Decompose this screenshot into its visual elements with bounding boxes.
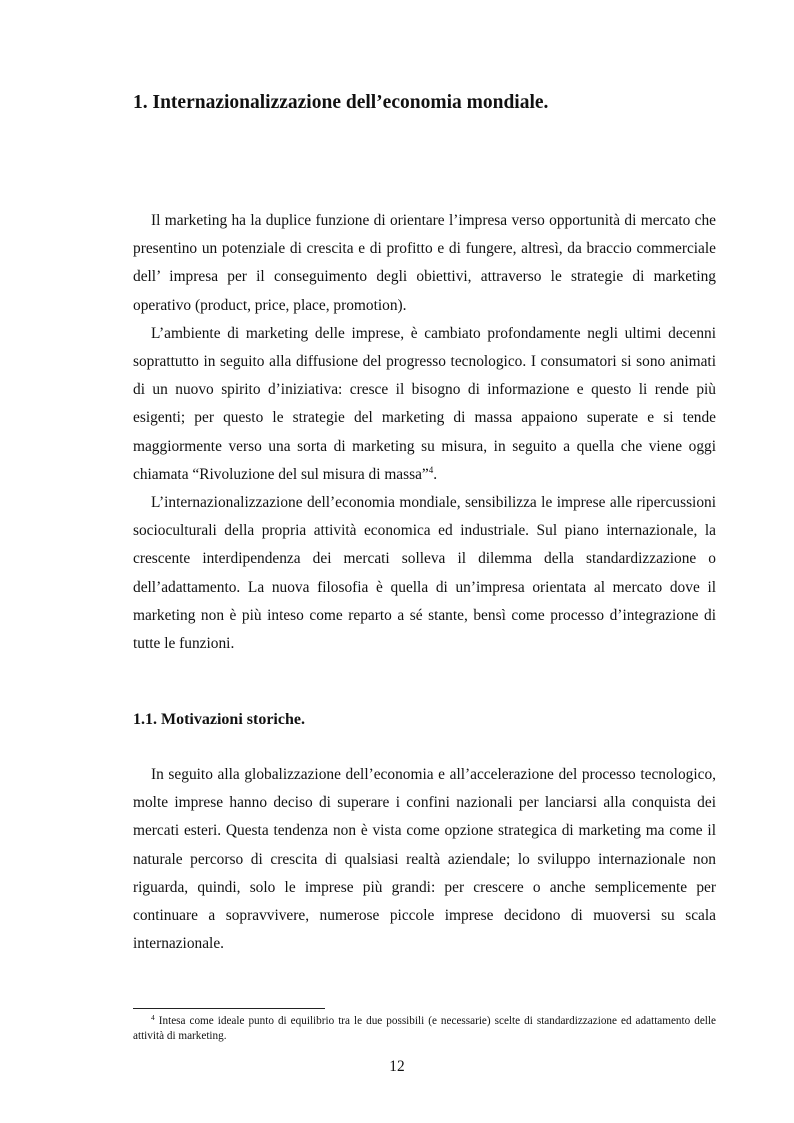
footnote [133,1014,716,1043]
paragraph-4: In seguito alla globalizzazione dell’economia e all’accelerazione del processo tecnologico, molte imprese hanno deciso di superare i confini nazionali per lanciarsi alla conquista dei mercati esteri. Questa tendenza non è vista come opzione strategica di marketing ma come il naturale percorso di crescita di qualsiasi realtà aziendale; lo sviluppo internazionale non riguarda, quindi, solo le imprese più grandi: per crescere o anche semplicemente per continuare a sopravvivere, numerose piccole imprese decidono di muoversi su scala internazionale. [133,766,716,953]
footnote-text: Intesa come ideale punto di equilibrio tra le due possibili (e necessarie) scelte di standardizzazione ed adattamento delle attività di marketing. [133,1015,716,1042]
paragraph-2-tail: . [433,465,438,483]
paragraph-2 [133,320,716,489]
footnote-paragraph [133,1014,716,1043]
subsection-body [133,761,716,958]
paragraph-2-text: L’ambiente di marketing delle imprese, è cambiato profondamente negli ultimi decenni soprattutto in seguito alla diffusione del progresso tecnologico. I consumatori si sono animati di un nuovo spirito d’iniziativa: cresce il bisogno di informazione e questo li rende più esigenti; per questo le strategie del marketing di massa appaiono superate e si tende maggiormente verso una sorta di marketing su misura, in seguito a quella che viene oggi chiamata “Rivoluzione del sul misura di massa” [133,324,716,483]
footnote-divider [133,1008,325,1009]
footnote-number: 4 [151,1013,155,1022]
section-heading: 1. Internazionalizzazione dell’economia mondiale. [133,92,549,113]
paragraph-1: Il marketing ha la duplice funzione di orientare l’impresa verso opportunità di mercato che presentino un potenziale di crescita e di profitto e di fungere, altresì, da braccio commerciale dell’ impresa per il conseguimento degli obiettivi, attraverso le strategie di marketing operativo (product, price, place, promotion). [133,212,716,314]
subsection-heading: 1.1. Motivazioni storiche. [133,711,305,728]
page-number: 12 [389,1058,405,1075]
footnote-reference: 4 [428,464,434,475]
section-body [133,207,716,658]
paragraph-3: L’internazionalizzazione dell’economia mondiale, sensibilizza le imprese alle ripercussioni socioculturali della propria attività economica ed industriale. Sul piano internazionale, la crescente interdipendenza dei mercati solleva il dilemma della standardizzazione o dell’adattamento. La nuova filosofia è quella di un’impresa orientata al mercato dove il marketing non è più inteso come reparto a sé stante, bensì come processo d’integrazione di tutte le funzioni. [133,494,716,653]
